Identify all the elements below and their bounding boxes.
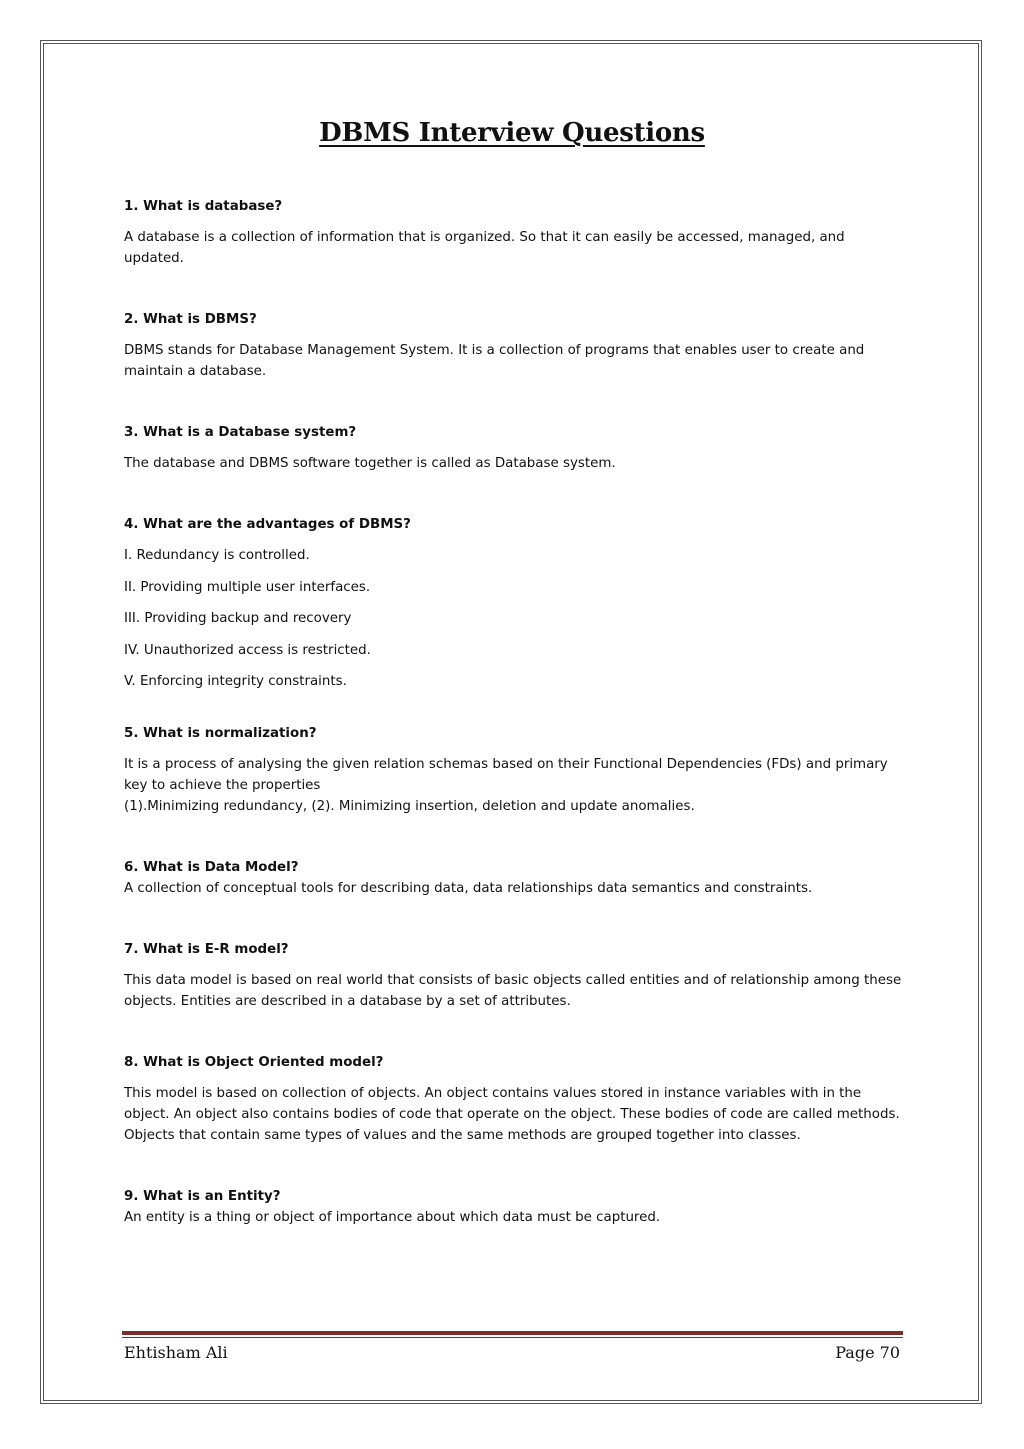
qa-item-7 — [124, 939, 904, 1012]
qa-item-6 — [124, 857, 904, 899]
answer-5-line-2: (1).Minimizing redundancy, (2). Minimizing insertion, deletion and update anomalies. — [124, 799, 695, 814]
qa-item-9 — [124, 1186, 904, 1228]
advantage-item: V. Enforcing integrity constraints. — [124, 674, 347, 689]
qa-content — [124, 196, 904, 1228]
answer-7: This data model is based on real world that consists of basic objects called entities and of relationship among these objects. Entities are described in a database by a set of attributes. — [124, 973, 902, 1009]
answer-1: A database is a collection of information that is organized. So that it can easily be accessed, managed, and updated. — [124, 230, 845, 266]
advantage-item: II. Providing multiple user interfaces. — [124, 579, 371, 595]
question-9: 9. What is an Entity? — [124, 1189, 281, 1204]
qa-item-1 — [124, 196, 904, 269]
question-8: 8. What is Object Oriented model? — [124, 1055, 384, 1070]
qa-item-8 — [124, 1052, 904, 1146]
qa-item-2 — [124, 309, 904, 382]
question-7: 7. What is E-R model? — [124, 942, 289, 957]
qa-item-5 — [124, 723, 904, 817]
footer-author: Ehtisham Ali — [124, 1343, 228, 1362]
answer-6: A collection of conceptual tools for describing data, data relationships data semantics and constraints. — [124, 881, 813, 896]
question-3: 3. What is a Database system? — [124, 425, 357, 440]
page-number: Page 70 — [835, 1343, 900, 1362]
answer-9: An entity is a thing or object of importance about which data must be captured. — [124, 1210, 661, 1225]
qa-item-4 — [124, 514, 904, 692]
question-1: 1. What is database? — [124, 199, 283, 214]
advantage-item: IV. Unauthorized access is restricted. — [124, 642, 371, 658]
answer-3: The database and DBMS software together is called as Database system. — [124, 456, 616, 471]
footer-rule — [122, 1331, 903, 1335]
question-5: 5. What is normalization? — [124, 726, 317, 741]
qa-item-3 — [124, 422, 904, 474]
question-6: 6. What is Data Model? — [124, 860, 299, 875]
question-4: 4. What are the advantages of DBMS? — [124, 517, 411, 532]
question-2: 2. What is DBMS? — [124, 312, 257, 327]
page-title: DBMS Interview Questions — [319, 118, 705, 148]
answer-2: DBMS stands for Database Management System. It is a collection of programs that enables user to create and maintain a database. — [124, 343, 865, 379]
footer-rule-thin — [122, 1337, 903, 1338]
answer-8: This model is based on collection of objects. An object contains values stored in instance variables with in the object. An object also contains bodies of code that operate on the object. These bodies of code are called methods. Objects that contain same types of values and the same methods are grouped together into classes. — [124, 1086, 900, 1143]
answer-5-line-1: It is a process of analysing the given relation schemas based on their Functional Dependencies (FDs) and primary key to achieve the properties — [124, 757, 888, 793]
advantage-item: I. Redundancy is controlled. — [124, 548, 310, 563]
advantage-item: III. Providing backup and recovery — [124, 611, 352, 626]
